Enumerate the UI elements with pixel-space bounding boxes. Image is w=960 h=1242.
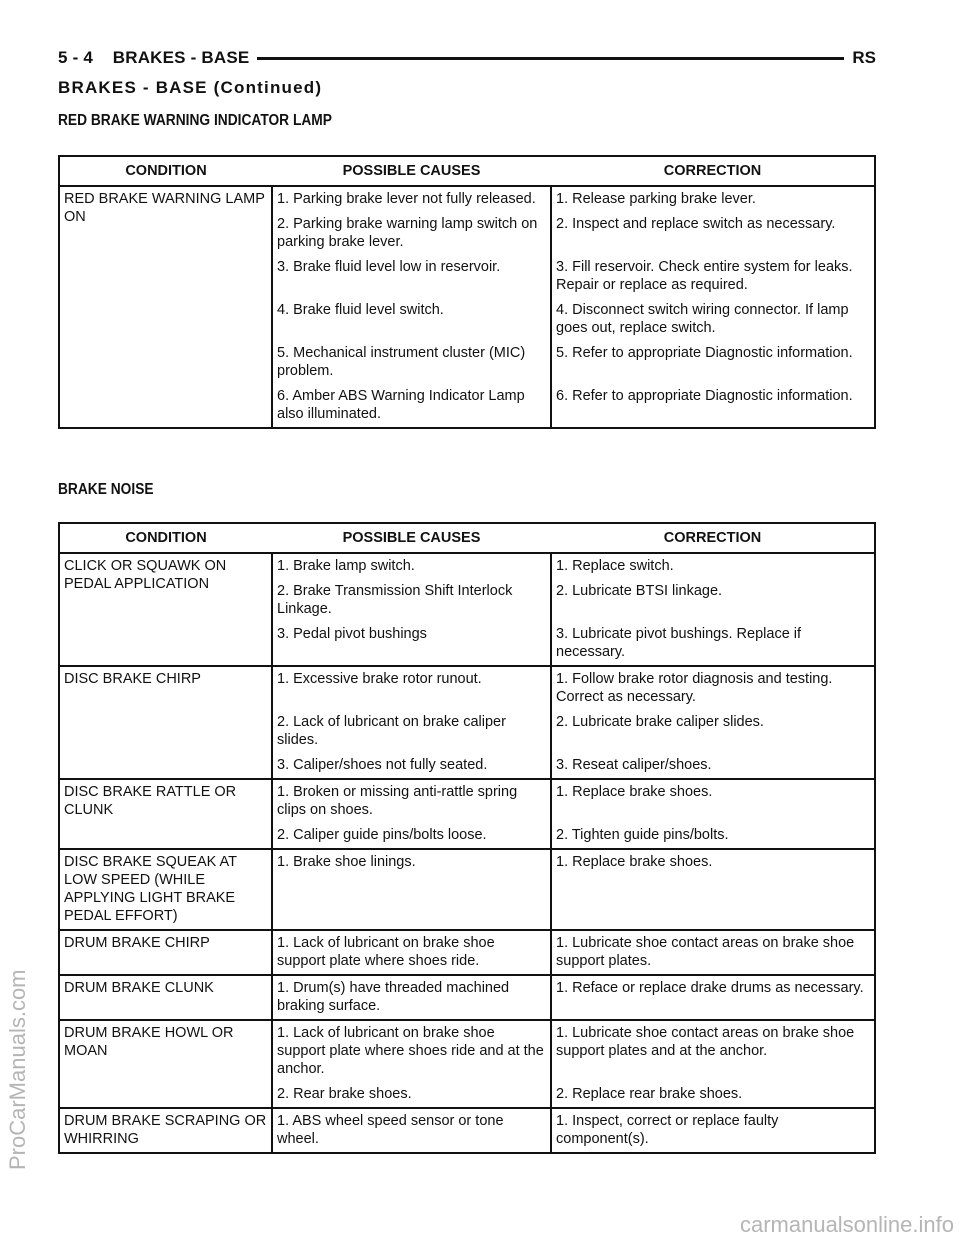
- footer-watermark: carmanualsonline.info: [739, 1212, 954, 1237]
- cause-cell: 1. Parking brake lever not fully released.: [272, 186, 551, 212]
- correction-cell: 2. Inspect and replace switch as necessary.: [556, 216, 836, 232]
- table-row: [59, 779, 875, 823]
- correction-cell: 3. Fill reservoir. Check entire system for leaks. Repair or replace as required.: [556, 259, 853, 293]
- correction-cell: 5. Refer to appropriate Diagnostic information.: [556, 345, 853, 361]
- condition-cell: DISC BRAKE SQUEAK AT LOW SPEED (WHILE APPLYING LIGHT BRAKE PEDAL EFFORT): [59, 849, 272, 930]
- condition-cell: DRUM BRAKE HOWL OR MOAN: [59, 1020, 272, 1108]
- cause-cell: 1. Broken or missing anti-rattle spring clips on shoes.: [272, 779, 551, 823]
- column-header-condition: CONDITION: [59, 156, 272, 186]
- cause-cell: 1. Lack of lubricant on brake shoe support plate where shoes ride.: [272, 930, 551, 975]
- table-row: [59, 975, 875, 1020]
- continued-title: BRAKES - BASE (Continued): [58, 78, 323, 97]
- cause-cell: 1. ABS wheel speed sensor or tone wheel.: [272, 1108, 551, 1153]
- table1-title: RED BRAKE WARNING INDICATOR LAMP: [58, 112, 332, 129]
- correction-cell: 1. Release parking brake lever.: [556, 191, 756, 207]
- correction-cell: 2. Lubricate BTSI linkage.: [556, 583, 723, 599]
- cause-cell: 1. Brake shoe linings.: [272, 849, 551, 930]
- correction-cell: 1. Lubricate shoe contact areas on brake shoe support plates.: [551, 930, 875, 975]
- table-header-row: [59, 523, 875, 553]
- column-header-causes: POSSIBLE CAUSES: [272, 523, 551, 553]
- cause-cell: 1. Drum(s) have threaded machined braking surface.: [272, 975, 551, 1020]
- table-body: [59, 553, 875, 1153]
- condition-cell: CLICK OR SQUAWK ON PEDAL APPLICATION: [59, 553, 272, 666]
- correction-cell: 1. Replace switch.: [556, 558, 674, 574]
- correction-cell: 1. Follow brake rotor diagnosis and testing. Correct as necessary.: [551, 666, 875, 710]
- table-row: [59, 666, 875, 710]
- condition-cell: DISC BRAKE CHIRP: [59, 666, 272, 779]
- header-section-title: BRAKES - BASE: [112, 48, 250, 67]
- page-header: [58, 48, 876, 72]
- condition-cell: RED BRAKE WARNING LAMP ON: [59, 186, 272, 428]
- page-number: 5 - 4: [58, 48, 94, 67]
- correction-cell: 3. Reseat caliper/shoes.: [556, 757, 712, 773]
- cause-cell: 1. Excessive brake rotor runout.: [272, 666, 551, 710]
- cause-cell: 5. Mechanical instrument cluster (MIC) problem.: [272, 341, 551, 384]
- correction-cell: 1. Reface or replace drake drums as necessary.: [551, 975, 875, 1020]
- column-header-causes: POSSIBLE CAUSES: [272, 156, 551, 186]
- correction-cell: 6. Refer to appropriate Diagnostic information.: [556, 388, 853, 404]
- warning-lamp-table: [58, 155, 876, 429]
- table-row: [59, 186, 875, 212]
- correction-cell: 2. Replace rear brake shoes.: [556, 1086, 743, 1102]
- cause-cell: 1. Brake lamp switch.: [272, 553, 551, 579]
- condition-cell: DRUM BRAKE SCRAPING OR WHIRRING: [59, 1108, 272, 1153]
- column-header-condition: CONDITION: [59, 523, 272, 553]
- correction-cell: 3. Lubricate pivot bushings. Replace if necessary.: [556, 626, 802, 660]
- correction-cell: 4. Disconnect switch wiring connector. If lamp goes out, replace switch.: [556, 302, 849, 336]
- cause-cell: 3. Caliper/shoes not fully seated.: [272, 753, 551, 779]
- cause-cell: 3. Pedal pivot bushings: [272, 622, 551, 666]
- table-header-row: [59, 156, 875, 186]
- condition-cell: DRUM BRAKE CHIRP: [59, 930, 272, 975]
- correction-cell: 1. Replace brake shoes.: [551, 779, 875, 823]
- column-header-correction: CORRECTION: [551, 156, 875, 186]
- condition-cell: DISC BRAKE RATTLE OR CLUNK: [59, 779, 272, 849]
- header-model-code: RS: [844, 48, 876, 68]
- cause-cell: 2. Lack of lubricant on brake caliper slides.: [272, 710, 551, 753]
- table-row: [59, 849, 875, 930]
- cause-cell: 2. Rear brake shoes.: [272, 1082, 551, 1108]
- column-header-correction: CORRECTION: [551, 523, 875, 553]
- correction-cell: 2. Lubricate brake caliper slides.: [556, 714, 764, 730]
- table-body: [59, 186, 875, 428]
- correction-cell: 1. Inspect, correct or replace faulty component(s).: [551, 1108, 875, 1153]
- table-row: [59, 1020, 875, 1082]
- cause-cell: 6. Amber ABS Warning Indicator Lamp also illuminated.: [272, 384, 551, 428]
- table2-title: BRAKE NOISE: [58, 481, 154, 498]
- correction-cell: 2. Tighten guide pins/bolts.: [556, 827, 729, 843]
- condition-cell: DRUM BRAKE CLUNK: [59, 975, 272, 1020]
- side-watermark: ProCarManuals.com: [5, 969, 30, 1170]
- brake-noise-table: [58, 522, 876, 1154]
- table-row: [59, 553, 875, 579]
- header-left: [58, 48, 257, 68]
- cause-cell: 2. Caliper guide pins/bolts loose.: [272, 823, 551, 849]
- cause-cell: 2. Brake Transmission Shift Interlock Linkage.: [272, 579, 551, 622]
- table-row: [59, 930, 875, 975]
- correction-cell: 1. Replace brake shoes.: [551, 849, 875, 930]
- cause-cell: 3. Brake fluid level low in reservoir.: [272, 255, 551, 298]
- cause-cell: 2. Parking brake warning lamp switch on parking brake lever.: [272, 212, 551, 255]
- correction-cell: 1. Lubricate shoe contact areas on brake shoe support plates and at the anchor.: [551, 1020, 875, 1082]
- cause-cell: 1. Lack of lubricant on brake shoe support plate where shoes ride and at the anchor.: [272, 1020, 551, 1082]
- table-row: [59, 1108, 875, 1153]
- cause-cell: 4. Brake fluid level switch.: [272, 298, 551, 341]
